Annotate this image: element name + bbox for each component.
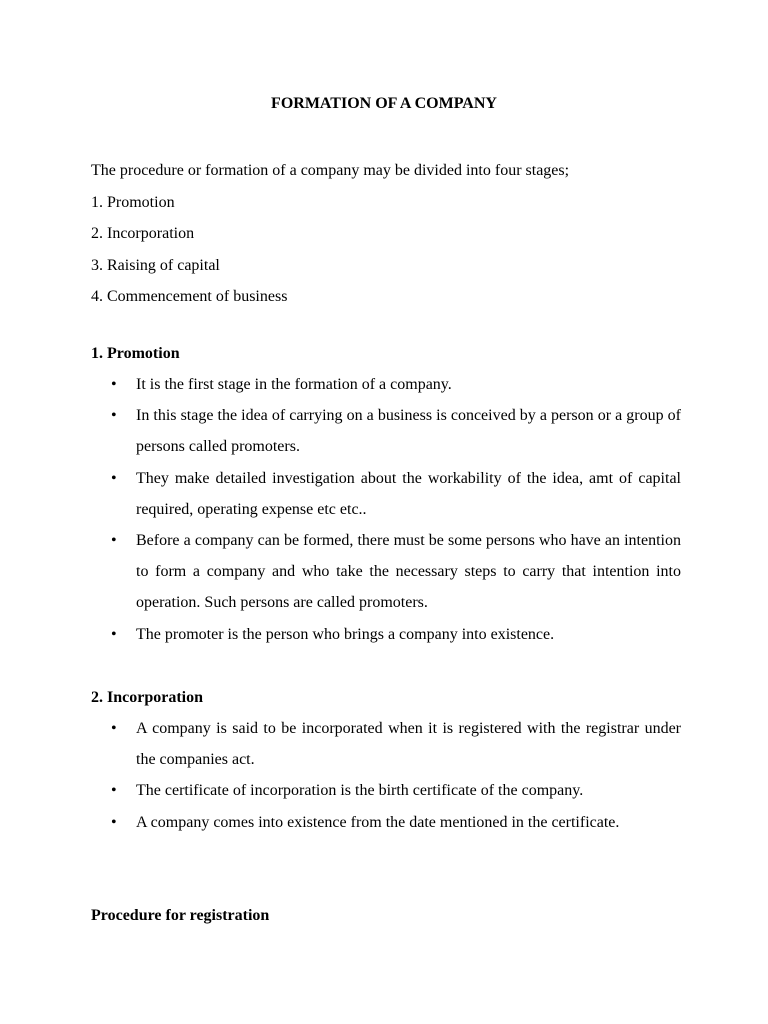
section-promotion [91, 338, 681, 650]
list-item [91, 369, 681, 400]
list-item [91, 400, 681, 462]
stage-item: 2. Incorporation [91, 225, 195, 242]
list-item [91, 775, 681, 806]
section-heading: 1. Promotion [91, 345, 180, 362]
list-item [91, 619, 681, 650]
bullet-list [91, 713, 681, 838]
section-incorporation [91, 682, 681, 838]
stage-item: 4. Commencement of business [91, 288, 288, 305]
procedure-heading: Procedure for registration [91, 907, 270, 924]
list-item-text: The certificate of incorporation is the birth certificate of the company. [136, 782, 584, 800]
bullet-icon: • [111, 720, 117, 737]
list-item-text: In this stage the idea of carrying on a business is conceived by a person or a group of persons called promoters. [136, 407, 681, 456]
section-heading: 2. Incorporation [91, 689, 203, 706]
list-item-text: The promoter is the person who brings a company into existence. [136, 625, 555, 643]
intro-block [91, 155, 681, 313]
bullet-icon: • [111, 469, 117, 487]
bullet-icon: • [111, 625, 117, 643]
list-item [91, 807, 681, 838]
stage-item: 1. Promotion [91, 193, 175, 211]
bullet-icon: • [111, 376, 117, 393]
intro-lead: The procedure or formation of a company may be divided into four stages; [91, 162, 570, 179]
bullet-icon: • [111, 407, 117, 425]
bullet-list [91, 369, 681, 650]
list-item-text: A company comes into existence from the date mentioned in the certificate. [136, 813, 620, 831]
list-item [91, 463, 681, 525]
list-item-text: Before a company can be formed, there must be some persons who have an intention to form a company and who take the necessary steps to carry that intention into operation. Such persons are called promoters. [136, 532, 681, 612]
list-item [91, 713, 681, 775]
list-item [91, 525, 681, 619]
stage-item: 3. Raising of capital [91, 256, 220, 274]
document-title: FORMATION OF A COMPANY [271, 95, 497, 112]
bullet-icon: • [111, 813, 117, 831]
list-item-text: It is the first stage in the formation of a company. [136, 376, 452, 393]
bullet-icon: • [111, 532, 117, 550]
bullet-icon: • [111, 782, 117, 800]
list-item-text: They make detailed investigation about the workability of the idea, amt of capital required, operating expense etc etc.. [136, 469, 681, 518]
list-item-text: A company is said to be incorporated when it is registered with the registrar under the companies act. [136, 720, 681, 769]
